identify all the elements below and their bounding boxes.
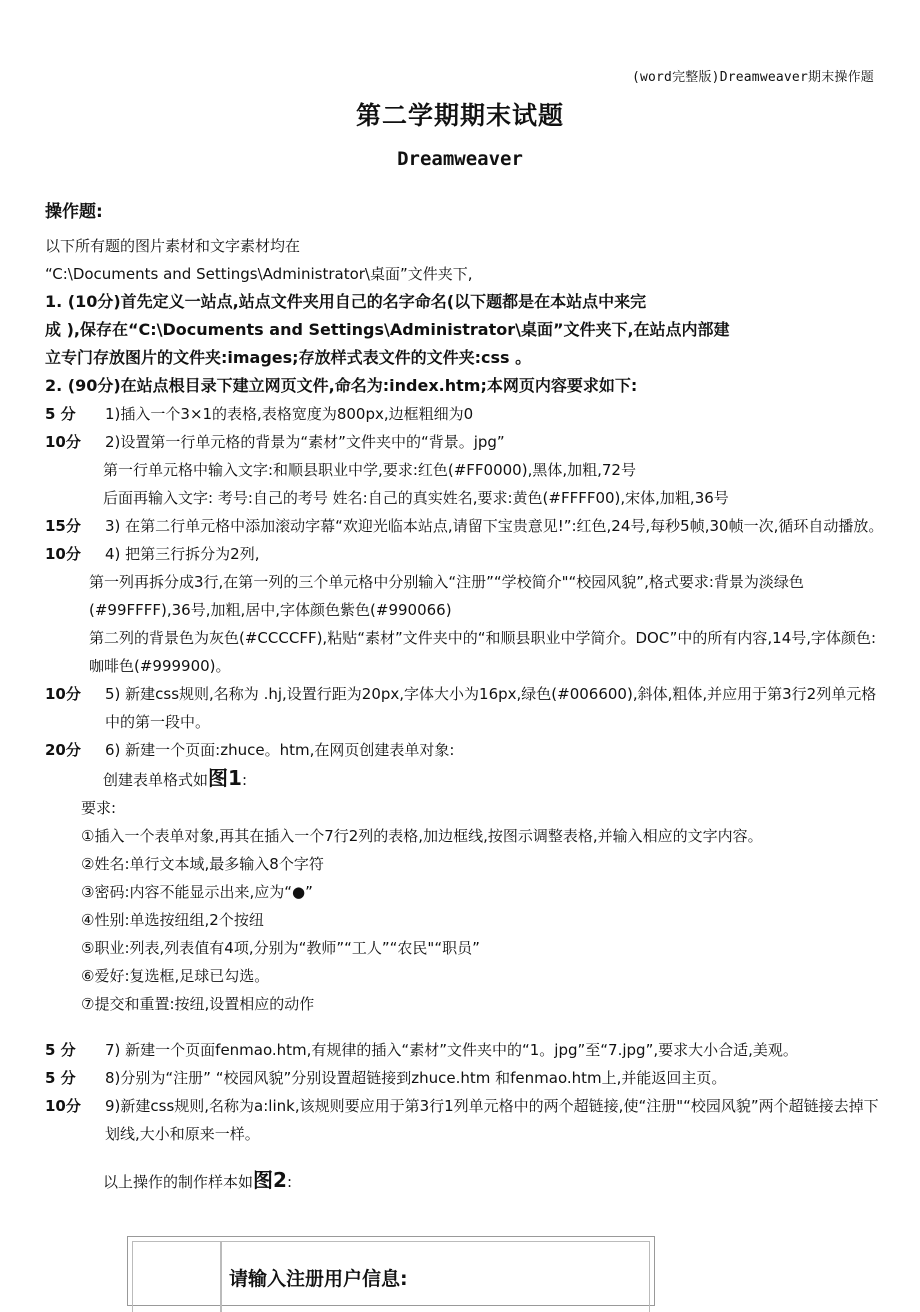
spacer xyxy=(45,1148,885,1166)
document-subtitle: Dreamweaver xyxy=(397,148,523,170)
question-2-line: 2. (90分)在站点根目录下建立网页文件,命名为:index.htm;本网页内容要求如下: xyxy=(45,376,638,395)
item-2-points: 10分 xyxy=(45,433,81,451)
item-4 xyxy=(45,540,885,568)
requirements-heading: 要求: xyxy=(81,799,117,817)
intro-line-1: 以下所有题的图片素材和文字素材均在 xyxy=(45,237,301,255)
item-2-text: 2)设置第一行单元格的背景为“素材”文件夹中的“背景。jpg” xyxy=(105,433,505,451)
item-9-text: 9)新建css规则,名称为a:link,该规则要应用于第3行1列单元格中的两个超链接,使“注册"“校园风貌”两个超链接去掉下划线,大小和原来一样。 xyxy=(105,1097,879,1143)
sample-ref xyxy=(45,1166,885,1196)
item-2-detail-2: 后面再输入文字: 考号:自己的考号 姓名:自己的真实姓名,要求:黄色(#FFFF00),宋体,加粗,36号 xyxy=(103,489,729,507)
intro-line-2: “C:\Documents and Settings\Administrator\桌面”文件夹下, xyxy=(45,265,473,283)
figure-1-label: 图1 xyxy=(208,766,242,790)
question-1-line-3: 立专门存放图片的文件夹:images;存放样式表文件的文件夹:css 。 xyxy=(45,348,532,367)
item-9 xyxy=(45,1092,885,1148)
item-7-text: 7) 新建一个页面fenmao.htm,有规律的插入“素材”文件夹中的“1。jpg”至“7.jpg”,要求大小合适,美观。 xyxy=(105,1041,798,1059)
requirement-2: ②姓名:单行文本域,最多输入8个字符 xyxy=(81,855,324,873)
item-8 xyxy=(45,1064,885,1092)
sample-prefix: 以上操作的制作样本如 xyxy=(103,1173,254,1191)
item-4-points: 10分 xyxy=(45,545,81,563)
document-body xyxy=(45,232,885,1196)
requirement-7: ⑦提交和重置:按纽,设置相应的动作 xyxy=(81,995,315,1013)
item-4-detail-1: 第一列再拆分成3行,在第一列的三个单元格中分别输入“注册”“学校简介"“校园风貌”,格式要求:背景为淡绿色(#99FFFF),36号,加粗,居中,字体颜色紫色(#990066) xyxy=(89,573,804,619)
page-header: (word完整版)Dreamweaver期末操作题 xyxy=(631,70,874,85)
spacer xyxy=(45,1018,885,1036)
question-1-line-2: 成 ),保存在“C:\Documents and Settings\Administrator\桌面”文件夹下,在站点内部建 xyxy=(45,320,730,339)
item-2 xyxy=(45,428,885,456)
item-6-figure-ref xyxy=(45,764,885,794)
item-3 xyxy=(45,512,885,540)
item-8-text: 8)分别为“注册” “校园风貌”分别设置超链接到zhuce.htm 和fenmao.htm上,并能返回主页。 xyxy=(105,1069,727,1087)
question-1-line-1: 1. (10分)首先定义一站点,站点文件夹用自己的名字命名(以下题都是在本站点中来完 xyxy=(45,292,647,311)
requirement-5: ⑤职业:列表,列表值有4项,分别为“教师”“工人”“农民"“职员” xyxy=(81,939,480,957)
sample-table-right-cell xyxy=(220,1241,650,1312)
section-heading: 操作题: xyxy=(45,202,103,222)
item-5-points: 10分 xyxy=(45,685,81,703)
item-7 xyxy=(45,1036,885,1064)
item-5 xyxy=(45,680,885,736)
figure-2-label: 图2 xyxy=(253,1168,287,1192)
item-2-detail-1: 第一行单元格中输入文字:和顺县职业中学,要求:红色(#FF0000),黑体,加粗,72号 xyxy=(103,461,636,479)
item-1 xyxy=(45,400,885,428)
sample-form-table xyxy=(127,1236,655,1306)
item-6-figure-suffix: : xyxy=(241,771,247,789)
item-6 xyxy=(45,736,885,764)
sample-suffix: : xyxy=(286,1173,292,1191)
sample-table-left-cell xyxy=(132,1241,222,1312)
item-5-text: 5) 新建css规则,名称为 .hj,设置行距为20px,字体大小为16px,绿色(#006600),斜体,粗体,并应用于第3行2列单元格中的第一段中。 xyxy=(105,685,877,731)
requirement-4: ④性别:单选按纽组,2个按纽 xyxy=(81,911,264,929)
item-8-points: 5 分 xyxy=(45,1069,76,1087)
item-7-points: 5 分 xyxy=(45,1041,76,1059)
item-4-text: 4) 把第三行拆分为2列, xyxy=(105,545,260,563)
document-title: 第二学期期末试题 xyxy=(355,101,564,130)
item-1-text: 1)插入一个3×1的表格,表格宽度为800px,边框粗细为0 xyxy=(105,405,474,423)
sample-table-prompt: 请输入注册用户信息: xyxy=(229,1268,408,1290)
item-6-figure-prefix: 创建表单格式如 xyxy=(103,771,209,789)
item-4-detail-2: 第二列的背景色为灰色(#CCCCFF),粘贴“素材”文件夹中的“和顺县职业中学简介。DOC”中的所有内容,14号,字体颜色:咖啡色(#999900)。 xyxy=(89,629,877,675)
item-6-points: 20分 xyxy=(45,741,81,759)
requirement-6: ⑥爱好:复选框,足球已勾选。 xyxy=(81,967,270,985)
item-3-points: 15分 xyxy=(45,517,81,535)
item-1-points: 5 分 xyxy=(45,405,76,423)
item-9-points: 10分 xyxy=(45,1097,81,1115)
item-6-text: 6) 新建一个页面:zhuce。htm,在网页创建表单对象: xyxy=(105,741,455,759)
requirement-3: ③密码:内容不能显示出来,应为“●” xyxy=(81,883,313,901)
requirement-1: ①插入一个表单对象,再其在插入一个7行2列的表格,加边框线,按图示调整表格,并输入相应的文字内容。 xyxy=(81,827,763,845)
item-3-text: 3) 在第二行单元格中添加滚动字幕“欢迎光临本站点,请留下宝贵意见!”:红色,24号,每秒5帧,30帧一次,循环自动播放。 xyxy=(105,517,884,535)
